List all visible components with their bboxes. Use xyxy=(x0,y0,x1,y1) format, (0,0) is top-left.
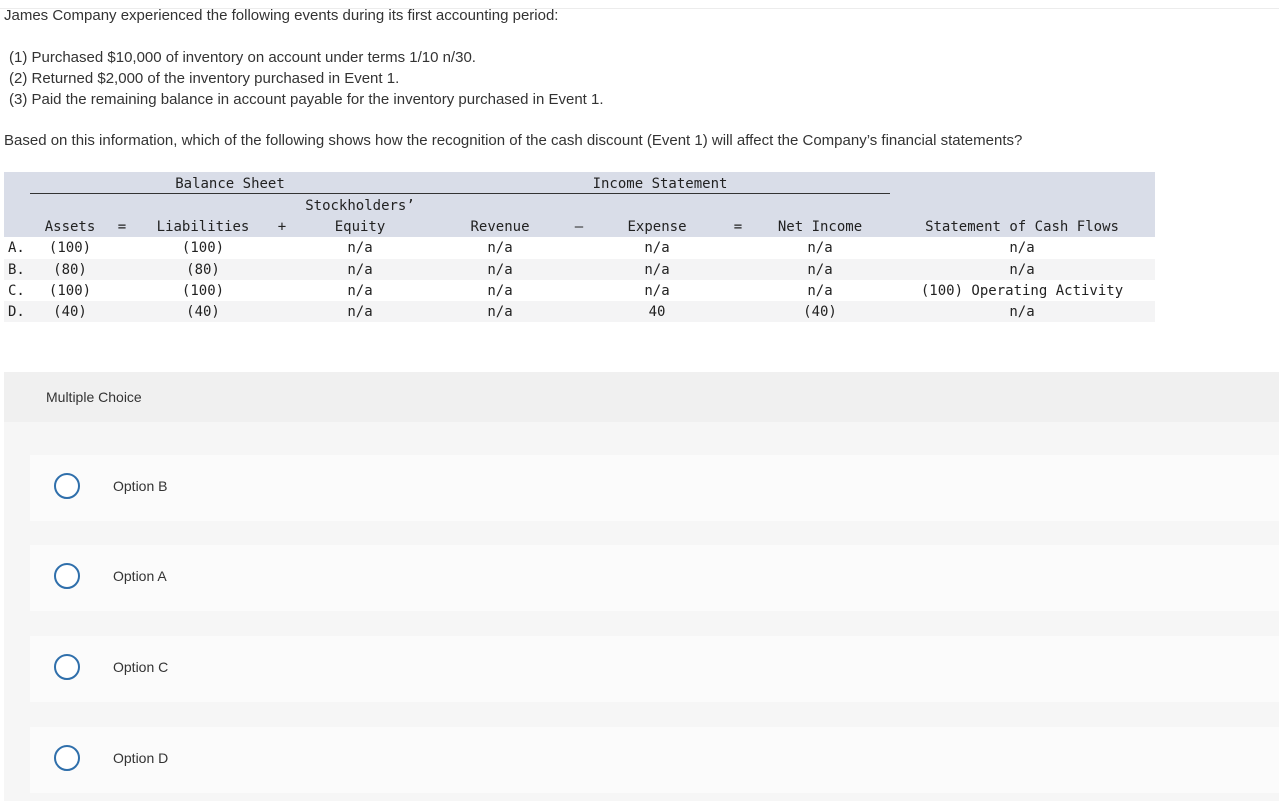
option-label: Option C xyxy=(113,659,169,675)
assets-header: Assets xyxy=(44,219,96,235)
income-statement-rule xyxy=(443,193,890,194)
revenue-header: Revenue xyxy=(470,219,530,235)
row-c-liabilities: (100) xyxy=(181,283,225,299)
row-b-revenue: n/a xyxy=(487,262,513,278)
row-a-equity: n/a xyxy=(347,240,373,256)
row-c-equity: n/a xyxy=(347,283,373,299)
row-c-revenue: n/a xyxy=(487,283,513,299)
option-b-choice[interactable] xyxy=(30,455,1279,521)
multiple-choice-header xyxy=(4,372,1279,422)
row-d-assets: (40) xyxy=(53,304,87,320)
net-income-header: Net Income xyxy=(777,219,863,235)
radio-button-icon[interactable] xyxy=(54,473,80,499)
row-b-assets: (80) xyxy=(53,262,87,278)
event-2: (2) Returned $2,000 of the inventory purchased in Event 1. xyxy=(9,70,400,87)
row-a-revenue: n/a xyxy=(487,240,513,256)
events-list xyxy=(9,47,604,110)
row-b-expense: n/a xyxy=(644,262,670,278)
option-a-choice[interactable] xyxy=(30,545,1279,611)
option-label: Option B xyxy=(113,478,168,494)
minus-sign: – xyxy=(574,219,584,235)
option-d-choice[interactable] xyxy=(30,727,1279,793)
liabilities-header: Liabilities xyxy=(156,219,250,235)
row-d-liabilities: (40) xyxy=(186,304,220,320)
option-label: Option D xyxy=(113,750,169,766)
expense-header: Expense xyxy=(627,219,687,235)
financial-effects-table xyxy=(4,172,1155,322)
row-stripe-b xyxy=(4,259,1155,280)
question-text: Based on this information, which of the following shows how the recognition of the cash discount (Event 1) will affect the Company’s financial statements? xyxy=(4,132,1023,149)
row-b-liabilities: (80) xyxy=(186,262,220,278)
plus-sign: + xyxy=(277,219,287,235)
row-d-revenue: n/a xyxy=(487,304,513,320)
row-b-equity: n/a xyxy=(347,262,373,278)
income-statement-header: Income Statement xyxy=(592,176,728,192)
row-d-cash-flows: n/a xyxy=(1009,304,1035,320)
event-1: (1) Purchased $10,000 of inventory on account under terms 1/10 n/30. xyxy=(9,49,476,66)
row-d-expense: 40 xyxy=(648,304,666,320)
row-a-net-income: n/a xyxy=(807,240,833,256)
option-c-choice[interactable] xyxy=(30,636,1279,702)
row-b-letter: B. xyxy=(8,262,25,278)
row-c-net-income: n/a xyxy=(807,283,833,299)
row-d-letter: D. xyxy=(8,304,25,320)
row-a-liabilities: (100) xyxy=(181,240,225,256)
row-stripe-d xyxy=(4,301,1155,322)
equals-sign-2: = xyxy=(733,219,743,235)
row-c-letter: C. xyxy=(8,283,25,299)
multiple-choice-title: Multiple Choice xyxy=(46,389,142,405)
row-c-cash-flows: (100) Operating Activity xyxy=(920,283,1124,299)
row-b-net-income: n/a xyxy=(807,262,833,278)
equals-sign-1: = xyxy=(117,219,127,235)
equity-header-line2: Equity xyxy=(334,219,386,235)
cash-flows-header: Statement of Cash Flows xyxy=(925,219,1119,235)
row-a-assets: (100) xyxy=(48,240,92,256)
balance-sheet-header: Balance Sheet xyxy=(175,176,285,192)
row-a-letter: A. xyxy=(8,240,25,256)
balance-sheet-rule xyxy=(30,193,443,194)
row-c-expense: n/a xyxy=(644,283,670,299)
row-d-equity: n/a xyxy=(347,304,373,320)
event-3: (3) Paid the remaining balance in account payable for the inventory purchased in Event 1. xyxy=(9,91,604,108)
option-label: Option A xyxy=(113,568,167,584)
radio-button-icon[interactable] xyxy=(54,563,80,589)
row-c-assets: (100) xyxy=(48,283,92,299)
row-d-net-income: (40) xyxy=(803,304,837,320)
row-a-expense: n/a xyxy=(644,240,670,256)
row-a-cash-flows: n/a xyxy=(1009,240,1035,256)
row-b-cash-flows: n/a xyxy=(1009,262,1035,278)
radio-button-icon[interactable] xyxy=(54,654,80,680)
radio-button-icon[interactable] xyxy=(54,745,80,771)
intro-text: James Company experienced the following events during its first accounting period: xyxy=(4,7,559,24)
equity-header-line1: Stockholders’ xyxy=(305,198,415,214)
